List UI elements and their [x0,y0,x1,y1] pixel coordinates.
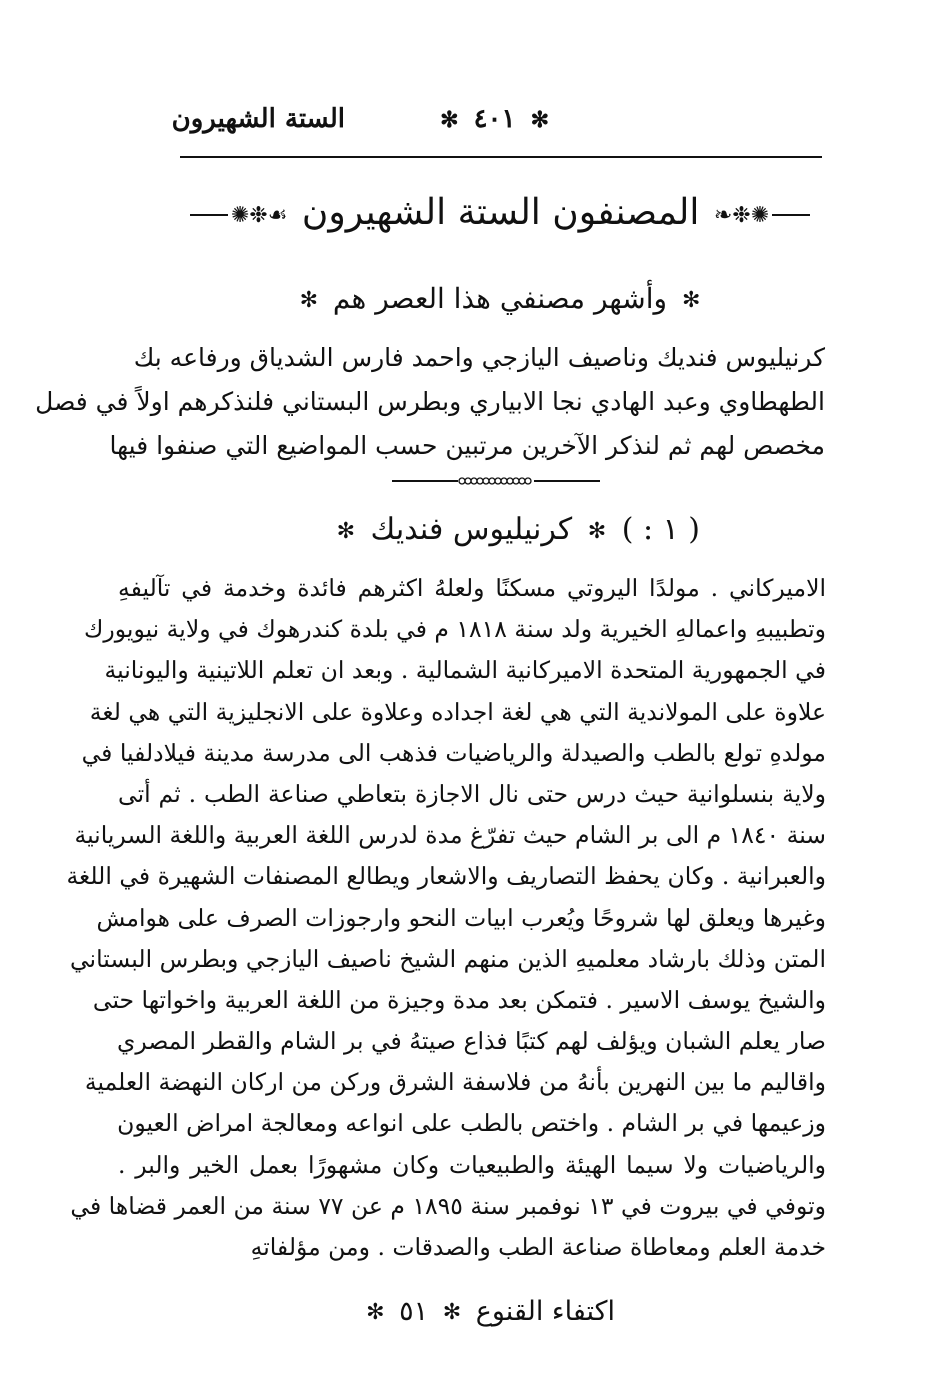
body-line: وتطبيبهِ واعمالهِ الخيرية ولد سنة ١٨١٨ م في بلدة كندرهوك في ولاية نيويورك [84,615,826,644]
knot-ornament-icon: ✺❉❧ [713,202,770,228]
star-ornament-icon: ✻ [299,288,319,313]
signature-number: ٥١ [399,1296,429,1327]
star-ornament-icon: ✻ [440,107,459,133]
footer-signature [180,1296,820,1340]
ornamental-separator [392,476,600,486]
running-title: الستة الشهيرون [171,104,345,134]
title-decoration-line [772,214,810,216]
body-line: ولاية بنسلوانية حيث درس حتى نال الاجازة بتعاطي صناعة الطب . ثم أتى [118,779,826,808]
body-line: سنة ١٨٤٠ م الى بر الشام حيث تفرّغ مدة لدرس اللغة العربية واللغة السريانية [74,821,826,850]
subtitle [180,282,820,322]
body-line: صار يعلم الشبان ويؤلف لهم كتبًا فذاع صيتهُ في بر الشام والقطر المصري [117,1027,826,1056]
intro-paragraph [35,336,825,468]
chapter-title-text: المصنفون الستة الشهيرون [301,192,700,233]
body-line: وغيرها ويعلق لها شروحًا ويُعرب ابيات النحو وارجوزات الصرف على هوامش [96,903,826,932]
section-name: كرنيليوس فنديك [370,512,573,547]
page-number-block [434,104,555,134]
signature-title: اكتفاء القنوع [475,1296,615,1327]
title-decoration-line [190,214,228,216]
body-line: المتن وذلك بارشاد معلميهِ الذين منهم الشيخ ناصيف اليازجي وبطرس البستاني [69,944,826,973]
body-text [66,568,826,1268]
page-number: ٤٠١ [473,104,516,134]
body-line: في الجمهورية المتحدة الاميركانية الشمالية . وبعد ان تعلم اللاتينية واليونانية [104,656,826,685]
intro-line: الطهطاوي وعبد الهادي نجا الابياري وبطرس البستاني فلنذكرهم اولاً في فصل [35,387,825,416]
knot-ornament-icon: ☙❉✺ [230,202,288,228]
body-line: واقاليم ما بين النهرين بأنهُ من فلاسفة الشرق وركن من اركان النهضة العلمية [84,1068,826,1097]
body-line: وزعيمها في بر الشام . واختص بالطب على انواعه ومعالجة امراض العيون [117,1109,826,1138]
body-line: وتوفي في بيروت في ١٣ نوفمبر سنة ١٨٩٥ م عن ٧٧ سنة من العمر قضاها في [70,1191,826,1220]
header-rule [180,156,822,158]
subtitle-text: وأشهر مصنفي هذا العصر هم [332,282,668,315]
section-number: ( ١ : ) [621,512,700,547]
body-line: الاميركاني . مولدًا اليروتي مسكنًا ولعلهُ اكثرهم فائدة وخدمة في تآليفهِ [118,574,826,602]
star-ornament-icon: ✻ [442,1300,462,1325]
star-ornament-icon: ✻ [366,1300,385,1325]
body-line: مولدهِ تولع بالطب والصيدلة والرياضيات فذهب الى مدرسة مدينة فيلادلفيا في [81,738,826,767]
chapter-title [180,192,820,252]
body-line: علاوة على المولاندية التي هي لغة اجداده وعلاوة على الانجليزية التي هي لغة [89,697,826,726]
body-line: خدمة العلم ومعاطاة صناعة الطب والصدقات . ومن مؤلفاتهِ [250,1233,826,1261]
section-heading [180,512,820,556]
running-header [171,98,820,150]
intro-line: مخصص لهم ثم لنذكر الآخرين مرتبين حسب المواضيع التي صنفوا فيها [109,431,825,460]
star-ornament-icon: ✻ [587,518,607,544]
intro-line: كرنيليوس فنديك وناصيف اليازجي واحمد فارس الشدياق ورفاعه بك [133,343,825,372]
body-line: والشيخ يوسف الاسير . فتمكن بعد مدة وجيزة من اللغة العربية واخواتها حتى [92,985,826,1014]
body-line: والعبرانية . وكان يحفظ التصاريف والاشعار ويطالع المصنفات الشهيرة في اللغة [66,862,826,891]
star-ornament-icon: ✻ [530,107,549,133]
star-ornament-icon: ✻ [336,518,355,544]
star-ornament-icon: ✻ [681,288,701,313]
body-line: والرياضيات ولا سيما الهيئة والطبيعيات وكان مشهورًا بعمل الخير والبر . [118,1150,826,1179]
